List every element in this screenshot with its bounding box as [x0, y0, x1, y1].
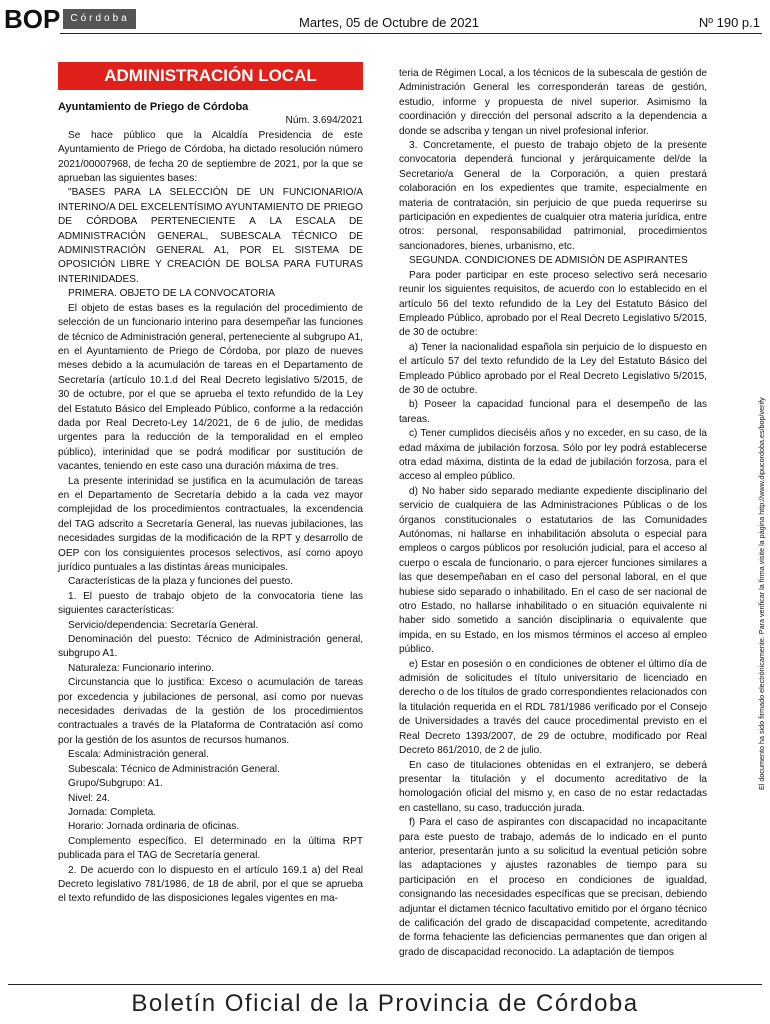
section-title: ADMINISTRACIÓN LOCAL	[58, 62, 363, 90]
paragraph: e) Estar en posesión o en condiciones de obtener el último día de admisión de solicitudes el título universitario de licenciado en derecho o de los títulos de grado correspondientes relacionados con la titulación requerida en el RDL 781/1986 verificado por el Consejo de Universidades a través del cauce procedimental previsto en el Real Decreto 1393/2007, de 29 de octubre, modificado por Real Decreto 861/2010, de 2 de julio.	[399, 658, 707, 757]
reference-number: Núm. 3.694/2021	[285, 115, 363, 127]
organization-name: Ayuntamiento de Priego de Córdoba	[58, 101, 249, 113]
paragraph: c) Tener cumplidos dieciséis años y no exceder, en su caso, de la edad máxima de jubilación forzosa. Sólo por ley podrá establecerse otra edad máxima, distinta de la edad de jubilación forzosa, para el acceso al empleo público.	[399, 428, 707, 483]
paragraph: Complemento específico. El determinado en la última RPT publicada para el TAG de Secretaría general.	[58, 835, 363, 862]
paragraph: Se hace público que la Alcaldía Presidencia de este Ayuntamiento de Priego de Córdoba, ha dictado resolución número 2021/00007968, de fecha 20 de septiembre de 2021, por la que se aprueban las siguientes bases:	[58, 129, 363, 185]
paragraph: Para poder participar en este proceso selectivo será necesario reunir los siguientes requisitos, de acuerdo con lo establecido en el artículo 56 del texto refundido de la Ley del Estatuto Básico del Empleado Público, aprobado por el Real Decreto Legislativo 5/2015, de 30 de octubre:	[399, 269, 707, 339]
paragraph: Características de la plaza y funciones del puesto.	[68, 576, 293, 588]
paragraph: teria de Régimen Local, a los técnicos de la subescala de gestión de Administración General les corresponderán tareas de gestión, estudio, informe y propuesta de nivel superior. Asimismo la coordinación y dirección del personal adscrito a la dependencia a donde se adscriba y tengan un nivel profesional inferior.	[399, 68, 707, 137]
paragraph: Denominación del puesto: Técnico de Administración general, subgrupo A1.	[58, 634, 363, 660]
paragraph: f) Para el caso de aspirantes con discapacidad no incapacitante para este puesto de trabajo, además de lo indicado en el punto anterior, presentarán junto a su solicitud la eventual petición sobre las adaptaciones y ajustes razonables de tiempo para su participación en el proceso en condiciones de igualdad, consignando las necesidades específicas que se precisan, debiendo adjuntar el dictamen técnico facultativo emitido por el órgano técnico de calificación del grado de discapacidad competente, acreditando de forma fehaciente las deficiencias permanentes que dan origen al grado de discapacidad reconocido. La adaptación de tiempos	[399, 817, 707, 958]
paragraph: En caso de titulaciones obtenidas en el extranjero, se deberá presentar la titulación y el documento acreditativo de la homologación oficial del mismo y, en caso de no estar redactadas en castellano, su caso, traducción jurada.	[399, 759, 707, 814]
paragraph: SEGUNDA. CONDICIONES DE ADMISIÓN DE ASPIRANTES	[409, 255, 688, 267]
right-column	[399, 67, 707, 960]
paragraph: 2. De acuerdo con lo dispuesto en el artículo 169.1 a) del Real Decreto legislativo 781/1986, de 18 de abril, por el que se aprueba el texto refundido de las disposiciones legales vigentes en ma-	[58, 864, 363, 905]
paragraph: Horario: Jornada ordinaria de oficinas.	[68, 821, 240, 833]
logo-city: Córdoba	[63, 9, 135, 29]
paragraph: 3. Concretamente, el puesto de trabajo objeto de la presente convocatoria dependerá funcional y jerárquicamente del/de la Secretario/a General de la Corporación, a quien prestará colaboración en los expedientes que tramite, especialmente en materia de contratación, sin perjuicio de que pueda requerirse su participación en expedientes de cualquier otra materia jurídica, entre otros: personal, responsabilidad patrimonial, procedimientos sancionadores, bienes, urbanismo, etc.	[399, 140, 707, 252]
paragraph: El objeto de estas bases es la regulación del procedimiento de selección de un funcionario interino para desempeñar las funciones de técnico de Administración general, perteneciente al subgrupo A1, en el Ayuntamiento de Priego de Córdoba, por plazo de nueves meses debido a la acumulación de tareas en el Departamento de Secretaría (artículo 10.1.d del Real Decreto legislativo 5/2015, de 30 de octubre, por el que se aprueba el texto refundido de la Ley del Estatuto Básico del Empleado Público, conforme a la redacción dada por Real Decreto-Ley 14/2021, de 6 de julio, de medidas urgentes para la reducción de la temporalidad en el empleo público), interinidad que se podrá modificar por sustitución de vacantes, teniendo en este caso una duración máxima de tres.	[58, 302, 363, 473]
paragraph: Circunstancia que lo justifica: Exceso o acumulación de tareas por excedencia y jubilaciones de personal, así como por nuevas necesidades derivadas de la gestión de los procedimientos contractuales a través de la Plataforma de Contratación así como por la gestión de los asuntos de recursos humanos.	[58, 677, 363, 746]
publication-date: Martes, 05 de Octubre de 2021	[299, 15, 479, 30]
issue-page-number: Nº 190 p.1	[698, 15, 760, 30]
paragraph: a) Tener la nacionalidad española sin perjuicio de lo dispuesto en el artículo 57 del texto refundido de la Ley del Estatuto Básico del Empleado Público aprobado por el Real Decreto Legislativo 5/2015, de 30 de octubre.	[399, 341, 707, 396]
paragraph: Escala: Administración general.	[68, 749, 209, 761]
header-divider	[60, 33, 762, 34]
paragraph: PRIMERA. OBJETO DE LA CONVOCATORIA	[68, 288, 275, 300]
paragraph: Nivel: 24.	[68, 792, 111, 804]
verification-note: El documento ha sido firmado electrónicamente. Para verificar la firma visite la página http://www.dipucordoba.es/bop/verify	[757, 397, 766, 790]
logo-text: BOP	[4, 4, 61, 34]
left-body-text	[58, 129, 363, 907]
footer-divider	[8, 984, 762, 985]
paragraph: Subescala: Técnico de Administración General.	[68, 763, 280, 775]
paragraph: b) Poseer la capacidad funcional para el desempeño de las tareas.	[399, 399, 707, 425]
paragraph: d) No haber sido separado mediante expediente disciplinario del servicio de cualquiera de las Administraciones Públicas o de los órganos constitucionales o estatutarios de las Comunidades Autónomas, ni hallarse en inhabilitación absoluta o especial para empleos o cargos públicos por resolución judicial, para el acceso al cuerpo o escala de funcionario, o para ejercer funciones similares a las que desempeñaban en el caso del personal laboral, en el que hubiese sido separado o inhabilitado. En el caso de ser nacional de otro Estado, no hallarse inhabilitado o en situación equivalente ni haber sido sometido a sanción disciplinaria o equivalente que impida, en su Estado, en los mismos términos el acceso al empleo público.	[399, 485, 707, 656]
footer-title: Boletín Oficial de la Provincia de Córdoba	[131, 990, 639, 1017]
page-header	[0, 0, 770, 40]
right-body-text	[399, 67, 707, 960]
paragraph: 1. El puesto de trabajo objeto de la convocatoria tiene las siguientes características:	[58, 590, 363, 617]
paragraph: "BASES PARA LA SELECCIÓN DE UN FUNCIONARIO/A INTERINO/A DEL EXCELENTÍSIMO AYUNTAMIENTO DE PRIEGO DE CÓRDOBA PERTENECIENTE A LA ESCALA DE ADMINISTRACIÓN GENERAL, SUBESCALA TÉCNICO DE ADMINISTRACIÓN GENERAL A1, POR EL SISTEMA DE OPOSICIÓN LIBRE Y CREACIÓN DE BOLSA PARA FUTURAS INTERINIDADES.	[58, 187, 363, 285]
paragraph: La presente interinidad se justifica en la acumulación de tareas en el Departamento de Secretaría debido a la cada vez mayor complejidad de los procedimientos contractuales, la excendencia del TAG adscrito a Secretaría General, las nuevas jubilaciones, las necesidades surgidas de la modificación de la RPT y desarrollo de OEP con los consiguientes procesos selectivos, así como apoyo jurídico puntuales a las distintas áreas municipales.	[58, 475, 363, 573]
left-column	[58, 62, 363, 907]
paragraph: Jornada: Completa.	[68, 806, 157, 818]
bop-logo	[4, 6, 136, 32]
paragraph: Servicio/dependencia: Secretaría General.	[68, 619, 259, 631]
paragraph: Grupo/Subgrupo: A1.	[68, 778, 163, 790]
paragraph: Naturaleza: Funcionario interino.	[68, 662, 214, 674]
